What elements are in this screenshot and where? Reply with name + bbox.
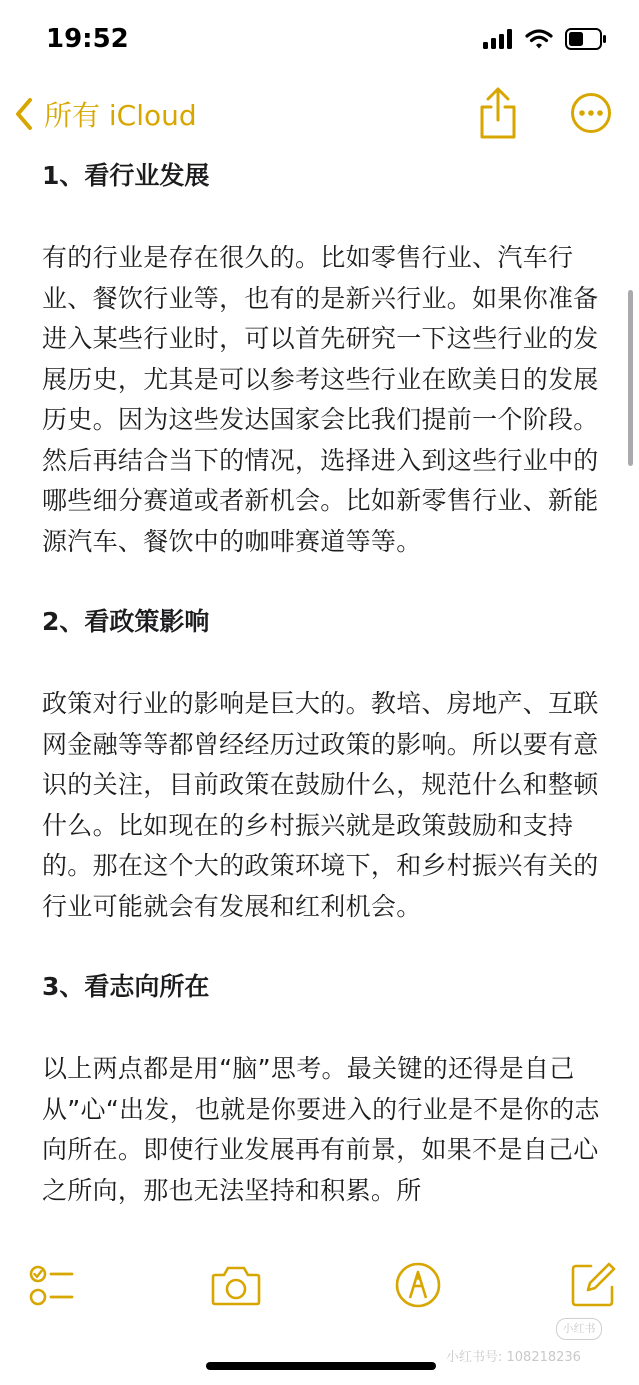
bottom-toolbar	[0, 1260, 639, 1320]
status-time: 19:52	[46, 24, 129, 54]
markup-pen-icon[interactable]	[393, 1260, 443, 1310]
watermark-logo: 小红书	[556, 1318, 602, 1340]
camera-icon[interactable]	[210, 1260, 262, 1310]
watermark-text: 小红书号: 108218236	[446, 1350, 581, 1365]
back-button[interactable]	[14, 90, 197, 138]
compose-icon[interactable]	[568, 1260, 618, 1310]
signal-icon	[483, 29, 513, 49]
chevron-left-icon	[14, 97, 34, 131]
scroll-indicator[interactable]	[628, 290, 633, 466]
checklist-icon[interactable]	[26, 1260, 76, 1310]
navigation-bar	[0, 80, 639, 150]
section-paragraph: 有的行业是存在很久的。比如零售行业、汽车行业、餐饮行业等，也有的是新兴行业。如果你准备进入某些行业时，可以首先研究一下这些行业的发展历史，尤其是可以参考这些行业在欧美日的发展历史。因为这些发达国家会比我们提前一个阶段。然后再结合当下的情况，选择进入到这些行业中的哪些细分赛道或者新机会。比如新零售行业、新能源汽车、餐饮中的咖啡赛道等等。	[42, 243, 599, 556]
section-heading: 1、看行业发展	[42, 161, 210, 190]
home-indicator[interactable]	[206, 1362, 436, 1370]
status-bar	[0, 0, 639, 80]
status-icons	[483, 28, 607, 50]
back-label: 所有 iCloud	[44, 99, 197, 132]
section-paragraph: 政策对行业的影响是巨大的。教培、房地产、互联网金融等等都曾经经历过政策的影响。所以要有意识的关注，目前政策在鼓励什么，规范什么和整顿什么。比如现在的乡村振兴就是政策鼓励和支持的。那在这个大的政策环境下，和乡村振兴有关的行业可能就会有发展和红利机会。	[42, 689, 599, 921]
section-heading: 2、看政策影响	[42, 607, 210, 636]
share-icon[interactable]	[476, 86, 520, 140]
section-heading: 3、看志向所在	[42, 972, 210, 1001]
battery-icon	[565, 28, 607, 50]
wifi-icon	[525, 29, 553, 49]
note-body[interactable]	[42, 150, 602, 1249]
more-icon[interactable]	[570, 92, 612, 134]
section-paragraph: 以上两点都是用“脑”思考。最关键的还得是自己从”心“出发，也就是你要进入的行业是不是你的志向所在。即使行业发展再有前景，如果不是自己心之所向，那也无法坚持和积累。所	[42, 1054, 600, 1205]
